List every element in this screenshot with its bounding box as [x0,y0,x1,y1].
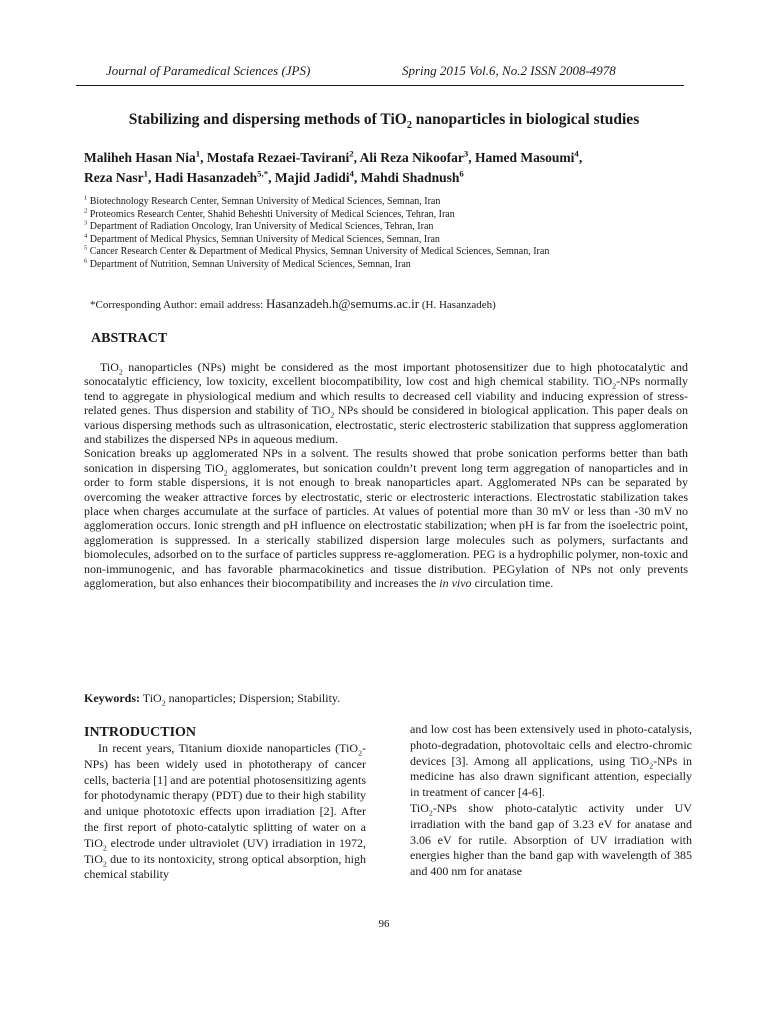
affiliation-item: $^6$ Department of Nutrition, Semnan University of Medical Sciences, Semnan, Iran [84,257,411,270]
affiliation-item: $^3$ Department of Radiation Oncology, Iran University of Medical Sciences, Tehran, Iran [84,219,434,232]
abstract-heading: ABSTRACT [91,331,168,346]
intro-paragraph: In recent years, Titanium dioxide nanoparticles (TiO$_2$-NPs) has been widely used in phototherapy of cancer cells, bacteria [1] and are potential photosensitizing agents for photodynamic therapy (PDT) due to their high stability and unique phototoxic effects upon irradiation [2]. After the first report of photo-catalytic splitting of water on a TiO$_2$ electrode under ultraviolet (UV) irradiation in 1972, TiO$_2$ due to its nontoxicity, strong optical absorption, high chemical stability [84,741,366,882]
introduction-heading: INTRODUCTION [84,725,197,740]
author: Hamed Masoumi [475,150,575,165]
intro-paragraph: TiO$_2$-NPs show photo-catalytic activity under UV irradiation with the band gap of 3.23 eV for anatase and 3.06 eV for rutile. Absorption of UV irradiation with energies higher than the band gap with wavelength of 385 and 400 nm for anatase [410,800,692,879]
header-divider [76,85,684,86]
page-number: 96 [378,918,390,930]
affiliation-item: $^4$ Department of Medical Physics, Semnan University of Medical Sciences, Semnan, Iran [84,232,440,245]
paper-title: Stabilizing and dispersing methods of TiO$_2$ nanoparticles in biological studies [128,111,640,132]
abstract-paragraph: TiO$_2$ nanoparticles (NPs) might be considered as the most important photosensitizer due to high photocatalytic and sonocatalytic efficiency, low toxicity, excellent biocompatibility, low cost and high chemical stability. TiO$_2$-NPs normally tend to aggregate in physiological medium and which results to decreased cell viability and inducing expression of stress-related genes. Thus dispersion and stability of TiO$_2$ NPs should be considered in biological application. This paper deals on various dispersing methods such as ultrasonication, electrostatic, steric electrosteric stabilization that suppress agglomeration and stabilizes the dispersed NPs in aqueous medium. [84,360,688,447]
author: Maliheh Hasan Nia [84,150,196,165]
author: Reza Nasr [84,170,144,185]
author: Majid Jadidi [274,170,350,185]
author: Ali Reza Nikoofar [359,150,464,165]
abstract-paragraph: Sonication breaks up agglomerated NPs in a solvent. The results showed that probe sonication performs better than bath sonication in dispersing TiO$_2$ agglomerates, but sonication couldn’t prevent long term aggregation of nanoparticles and in order to form stable dispersions, it is not enough to break nanoparticles apart. Agglomerated NPs can be separated by overcoming the weaker attractive forces by electrostatic, steric or electrosteric interactions. Electrostatic stabilization takes place when charges accumulate at the surface of particles. At values of potential more than 30 mV or less than -30 mV no agglomeration occurs. Ionic strength and pH influence on electrostatic stabilization; when pH is far from the isoelectric point, agglomeration is suppressed. In a sterically stabilized dispersion large molecules such as polymers, surfactants and biomolecules, adsorbed on to the surface of particles suppress re-agglomeration. PEG is a hydrophilic polymer, non-toxic and non-immunogenic, and has favorable pharmacokinetics and tissue distribution. PEGylation of NPs not only prevents agglomeration, but also enhances their biocompatibility and increases the in vivo circulation time. [84,446,688,591]
affiliations [84,196,704,271]
intro-right-column [410,722,692,880]
affiliation-item: $^2$ Proteomics Research Center, Shahid Beheshti University of Medical Sciences, Tehran, Iran [84,207,455,220]
keywords: Keywords: TiO$_2$ nanoparticles; Dispersion; Stability. [84,691,341,708]
journal-name: Journal of Paramedical Sciences (JPS) [106,63,311,78]
author: Hadi Hasanzadeh [154,170,258,185]
email-link[interactable]: Hasanzadeh.h@semums.ac.ir [265,296,420,311]
author: Mostafa Rezaei-Tavirani [206,150,350,165]
intro-paragraph: and low cost has been extensively used in photo-catalysis, photo-degradation, photovoltaic cells and electro-chromic devices [3]. Among all applications, using TiO$_2$-NPs in medicine has also drawn significant attention, especially in treatment of cancer [4-6]. [410,722,692,800]
intro-left-column [84,724,366,883]
abstract-body [84,360,688,591]
author: Mahdi Shadnush [360,170,460,185]
affiliation-item: $^5$ Cancer Research Center & Department of Medical Physics, Semnan University of Medical Sciences, Semnan, Iran [84,244,550,257]
affiliation-item: $^1$ Biotechnology Research Center, Semnan University of Medical Sciences, Semnan, Iran [84,194,441,207]
corresponding-author: *Corresponding Author: email address: Hasanzadeh.h@semums.ac.ir (H. Hasanzadeh) [90,296,496,311]
issue-info: Spring 2015 Vol.6, No.2 ISSN 2008-4978 [402,63,616,78]
author-list: Maliheh Hasan Nia$^1$, Mostafa Rezaei-Tavirani$^2$, Ali Reza Nikoofar$^3$, Hamed Masoumi$^4$, Reza Nasr$^1$, Hadi Hasanzadeh$^{5,*}$, Majid Jadidi$^4$, Mahdi Shadnush$^6$ [84,148,583,185]
